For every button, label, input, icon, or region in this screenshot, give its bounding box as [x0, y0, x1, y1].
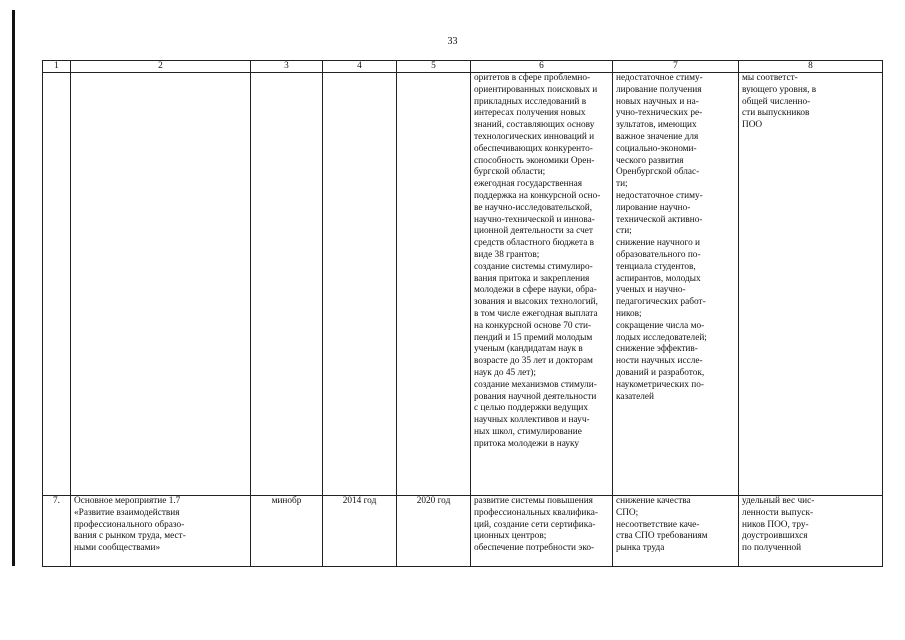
text-line: способность экономики Орен- — [474, 155, 595, 166]
text-line: снижение эффектив- — [616, 344, 698, 355]
column-number: 4 — [323, 61, 397, 73]
text-line: по полученной — [742, 543, 802, 554]
text-line: недостаточное стиму- — [616, 190, 703, 201]
text-line: недостаточное стиму- — [616, 73, 703, 83]
column-number: 1 — [43, 61, 71, 73]
text-line: ства СПО требованиям — [616, 531, 708, 542]
cell-number: 7. — [43, 496, 71, 567]
text-line: обеспечивающих конкуренто- — [474, 143, 593, 154]
cell-number — [43, 73, 71, 496]
text-line: технологических инноваций и — [474, 131, 595, 142]
column-number: 8 — [739, 61, 883, 73]
text-line: с целью поддержки ведущих — [474, 403, 589, 414]
text-line: учно-технических ре- — [616, 108, 703, 119]
text-line: вания притока и закрепления — [474, 273, 590, 284]
text-line: ти; — [616, 179, 628, 190]
text-line: аспирантов, молодых — [616, 273, 701, 284]
text-line: интересах получения новых — [474, 108, 586, 119]
cell-executor — [251, 73, 323, 496]
text-line: СПО; — [616, 507, 639, 518]
text-line: удельный вес чис- — [742, 496, 815, 506]
text-line: казателей — [616, 391, 654, 402]
text-line: ников; — [616, 308, 642, 319]
table-row-continued — [43, 73, 883, 496]
text-line: бургской области; — [474, 167, 546, 178]
text-line: ПОО — [742, 120, 763, 131]
text-line: на конкурсной основе 70 сти- — [474, 320, 592, 331]
text-line: лирование научно- — [616, 202, 691, 213]
text-line: виде 38 грантов; — [474, 249, 540, 260]
cell-end: 2020 год — [397, 496, 471, 567]
text-line: технической активно- — [616, 214, 703, 225]
text-line: профессионального образо- — [74, 519, 185, 530]
text-line: создание механизмов стимули- — [474, 379, 597, 390]
text-line: важное значение для — [616, 131, 699, 142]
column-number: 3 — [251, 61, 323, 73]
text-line: ников ПОО, тру- — [742, 519, 809, 530]
text-line: Основное мероприятие 1.7 — [74, 496, 181, 506]
text-line: средств областного бюджета в — [474, 238, 595, 249]
text-line: пендий и 15 премий молодым — [474, 332, 593, 343]
text-line: Оренбургской облас- — [616, 167, 700, 178]
cell-consequences — [613, 496, 739, 567]
text-line: рынка труда — [616, 543, 665, 554]
text-line: обеспечение потребности эко- — [474, 543, 595, 554]
text-line: научных коллективов и науч- — [474, 415, 590, 426]
text-line: ными сообществами» — [74, 543, 161, 554]
text-line: социально-экономи- — [616, 143, 697, 154]
measures-table — [42, 60, 883, 567]
text-line: доустроившихся — [742, 531, 808, 542]
text-line: оритетов в сфере проблемно- — [474, 73, 591, 83]
text-line: ных школ, стимулирование — [474, 426, 582, 437]
text-line: притока молодежи в науку — [474, 438, 580, 449]
text-line: тенциала студентов, — [616, 261, 696, 272]
column-number: 6 — [471, 61, 613, 73]
cell-measure — [71, 496, 251, 567]
text-line: лодых исследователей; — [616, 332, 707, 343]
text-line: ориентированных поисковых и — [474, 84, 598, 95]
text-line: лирование получения — [616, 84, 702, 95]
text-line: поддержка на конкурсной осно- — [474, 190, 601, 201]
text-line: зультатов, имеющих — [616, 120, 697, 131]
cell-start: 2014 год — [323, 496, 397, 567]
text-line: профессиональных квалифика- — [474, 507, 598, 518]
page-number: 33 — [447, 36, 458, 47]
text-line: ежегодная государственная — [474, 179, 582, 190]
text-line: образовательного по- — [616, 249, 701, 260]
text-line: научно-технической и иннова- — [474, 214, 595, 225]
text-line: несоответствие каче- — [616, 519, 700, 530]
text-line: снижение научного и — [616, 238, 701, 249]
text-line: новых научных и на- — [616, 96, 699, 107]
text-line: ности научных иссле- — [616, 356, 703, 367]
text-line: общей численно- — [742, 96, 811, 107]
text-line: ученым (кандидатам наук в — [474, 344, 583, 355]
text-line: снижение качества — [616, 496, 691, 506]
text-line: зования и высоких технологий, — [474, 297, 598, 308]
text-line: ций, создание сети сертифика- — [474, 519, 596, 530]
text-line: педагогических работ- — [616, 297, 706, 308]
text-line: вания с рынком труда, мест- — [74, 531, 186, 542]
text-line: возрасте до 35 лет и докторам — [474, 356, 593, 367]
cell-executor: минобр — [251, 496, 323, 567]
column-number: 5 — [397, 61, 471, 73]
text-line: сокращение числа мо- — [616, 320, 705, 331]
text-line: прикладных исследований в — [474, 96, 587, 107]
text-line: в том числе ежегодная выплата — [474, 308, 598, 319]
text-line: знаний, составляющих основу — [474, 120, 595, 131]
text-line: ученых и научно- — [616, 285, 686, 296]
cell-indicator — [739, 73, 883, 496]
text-line: ционной деятельности за счет — [474, 226, 593, 237]
text-line: «Развитие взаимодействия — [74, 507, 180, 518]
cell-expected-result — [471, 496, 613, 567]
cell-expected-result — [471, 73, 613, 496]
text-line: наукометрических по- — [616, 379, 704, 390]
text-line: сти; — [616, 226, 632, 237]
table-row-7 — [43, 496, 883, 567]
column-number: 7 — [613, 61, 739, 73]
cell-start — [323, 73, 397, 496]
text-line: рования научной деятельности — [474, 391, 597, 402]
text-line: дований и разработок, — [616, 367, 705, 378]
text-line: ленности выпуск- — [742, 507, 814, 518]
text-line: ционных центров; — [474, 531, 547, 542]
text-line: наук до 45 лет); — [474, 367, 536, 378]
text-line: ве научно-исследовательской, — [474, 202, 593, 213]
column-number: 2 — [71, 61, 251, 73]
cell-indicator — [739, 496, 883, 567]
cell-end — [397, 73, 471, 496]
text-line: развитие системы повышения — [474, 496, 593, 506]
cell-consequences — [613, 73, 739, 496]
left-margin-rule — [12, 10, 15, 566]
cell-measure — [71, 73, 251, 496]
text-line: сти выпускников — [742, 108, 810, 119]
text-line: мы соответст- — [742, 73, 798, 83]
column-number-row — [43, 61, 883, 73]
text-line: молодежи в сфере науки, обра- — [474, 285, 597, 296]
text-line: ческого развития — [616, 155, 684, 166]
text-line: создание системы стимулиро- — [474, 261, 593, 272]
text-line: вующего уровня, в — [742, 84, 817, 95]
